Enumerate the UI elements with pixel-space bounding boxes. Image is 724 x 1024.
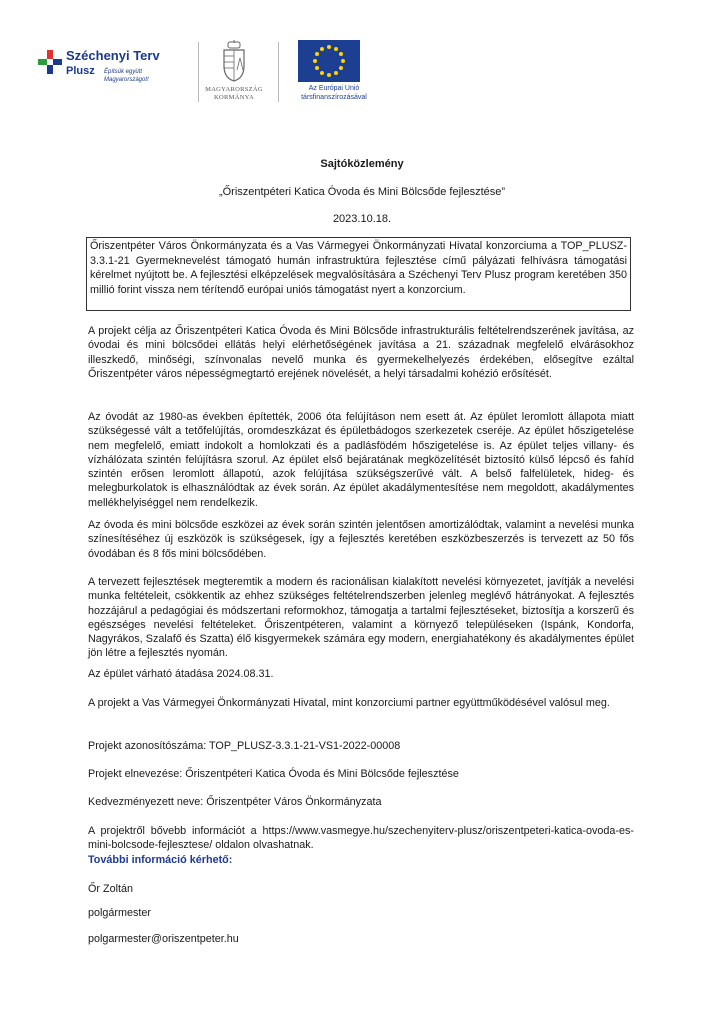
kormany-line-2: KORMÁNYA xyxy=(214,94,254,101)
magyarorszag-kormanya-logo xyxy=(204,40,264,108)
logo-bar xyxy=(38,36,378,108)
contact-heading: További információ kérhető: xyxy=(88,854,233,866)
document-date: 2023.10.18. xyxy=(332,213,392,225)
document-subtitle: „Őriszentpéteri Katica Óvoda és Mini Bölcsőde fejlesztése” xyxy=(218,186,506,198)
logo-divider xyxy=(198,42,199,102)
project-name: Projekt elnevezése: Őriszentpéteri Katica Óvoda és Mini Bölcsőde fejlesztése xyxy=(88,768,459,780)
kormany-line-1: MAGYARORSZÁG xyxy=(205,86,263,93)
logo-divider xyxy=(278,42,279,102)
paragraph: A projekt célja az Őriszentpéteri Katica Óvoda és Mini Bölcsőde infrastrukturális feltételrendszerének javítása, az óvodai és mini bölcsődei ellátás helyi elérhetőségének javítása a 21. századnak megfelelő elvárásokhoz illeszkedő, minőségi, színvonalas nevelő munka és gyermekelhelyezés érdekében, elősegítve ezáltal Őriszentpéter város népességmegtartó erejének növelését, a helyi társadalmi kohézió erősítését. xyxy=(88,325,634,380)
szechenyi-terv-logo xyxy=(38,44,198,104)
szechenyi-title: Széchenyi Terv xyxy=(66,48,160,63)
szechenyi-plusz: Plusz xyxy=(66,65,95,77)
paragraph: Az óvodát az 1980-as években építették, 2006 óta felújításon nem esett át. Az épület leromlott állapota miatt szükségessé vált a tetőfelújítás, oromdeszkázat és épületbádogos szerkezetek cseréje. Az épület hőszigetelése nem megfelelő, emiatt indokolt a homlokzati és a padlásfödém hőszigetelése is. Az épület teljes villany- és vízhálózata szintén felújításra szorul. Az épület első bejáratának megközelítését biztosító külső lépcső és fahíd szintén erősen leromlott állapotú, azok felújítása szükségszerűvé vált. A belső falfelületek, hideg- és melegburkolatok is elhasználódtak az évek során. Az épület akadálymentesítése nem megoldott, akadálymentes mellékhelyiséggel nem rendelkezik. xyxy=(88,411,634,509)
eu-flag-icon xyxy=(298,40,360,82)
eu-logo xyxy=(294,40,374,108)
paragraph: Az épület várható átadása 2024.08.31. xyxy=(88,668,274,680)
eu-line-1: Az Európai Unió xyxy=(308,85,360,92)
contact-email[interactable]: polgarmester@oriszentpeter.hu xyxy=(88,933,239,945)
slogan-line-2: Magyarországot! xyxy=(104,77,149,83)
summary-box: Őriszentpéter Város Önkormányzata és a Vas Vármegyei Önkormányzati Hivatal konzorciuma a TOP_PLUSZ-3.3.1-21 Gyermeknevelést támogató humán infrastruktúra fejlesztése című pályázati felhívásra támogatási kérelmet nyújtott be. A fejlesztési elképzelések megvalósítására a Széchenyi Terv Plusz program keretében 350 millió forint vissza nem térítendő európai uniós támogatást nyert a konzorcium. xyxy=(86,237,631,311)
paragraph: A projekt a Vas Vármegyei Önkormányzati Hivatal, mint konzorciumi partner együttműködésével valósul meg. xyxy=(88,697,610,709)
paragraph: Az óvoda és mini bölcsőde eszközei az évek során szintén jelentősen amortizálódtak, valamint a nevelési munka színesítéséhez új eszközök is szükségesek, így a fejlesztés keretében eszközbeszerzés is tervezett az 50 fős óvodában és 8 fős mini bölcsődében. xyxy=(88,519,634,560)
szechenyi-slogan xyxy=(104,68,168,84)
contact-role: polgármester xyxy=(88,907,152,919)
contact-name: Őr Zoltán xyxy=(88,883,134,895)
document-title: Sajtóközlemény xyxy=(320,158,404,170)
eu-line-2: társfinanszírozásával xyxy=(301,93,367,101)
coat-of-arms-icon xyxy=(221,40,247,82)
paragraph: A tervezett fejlesztések megteremtik a modern és racionálisan kialakított nevelési környezetet, javítják a nevelési munka feltételeit, csökkentik az ehhez szükséges feltételrendszerben jelenleg meglévő hátrányokat. A fejlesztés hozzájárul a pedagógiai és módszertani reformokhoz, támogatja a tartalmi fejlesztéseket, biztosítja a korszerű és egészséges nevelési feltételeket. Őriszentpéteren, valamint a környező településeken (Ispánk, Kondorfa, Nagyrákos, Szalafő és Szatta) élő kisgyermekek számára egy modern, energiahatékony és akadálymentes épület jön létre a fejlesztés nyomán. xyxy=(88,576,634,660)
project-link-paragraph[interactable]: A projektről bővebb információt a https://www.vasmegye.hu/szechenyiterv-plusz/oriszentpeteri-katica-ovoda-es-mini-bolcsode-fejlesztese/ oldalon olvashatnak. xyxy=(88,825,634,852)
slogan-line-1: Építsük együtt xyxy=(104,69,143,75)
beneficiary-name: Kedvezményezett neve: Őriszentpéter Város Önkormányzata xyxy=(88,796,382,808)
kormany-label xyxy=(204,86,264,102)
project-id: Projekt azonosítószáma: TOP_PLUSZ-3.3.1-21-VS1-2022-00008 xyxy=(88,740,401,752)
eu-label xyxy=(294,85,374,102)
eu-stars-icon xyxy=(298,40,360,82)
szechenyi-cross-icon xyxy=(38,50,62,74)
